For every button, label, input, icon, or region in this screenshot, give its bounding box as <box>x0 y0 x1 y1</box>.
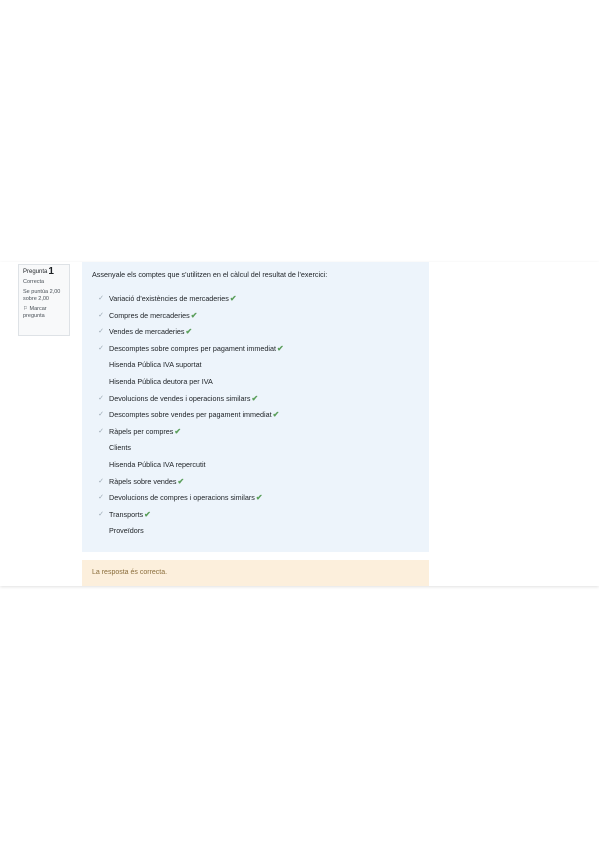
answer-option-label: Descomptes sobre compres per pagament immediat <box>109 343 276 353</box>
checkbox-checked-icon[interactable]: ✓ <box>98 411 104 419</box>
question-text: Assenyale els comptes que s'utilitzen en el càlcul del resultat de l'exercici: <box>92 270 328 279</box>
answer-option-label: Ràpels sobre vendes <box>109 476 177 486</box>
answer-option-label: Hisenda Pública deutora per IVA <box>109 376 213 386</box>
checkbox-checked-icon[interactable]: ✓ <box>98 477 104 485</box>
correct-check-icon: ✔ <box>255 493 263 503</box>
correct-check-icon: ✔ <box>251 393 259 403</box>
correct-check-icon: ✔ <box>276 343 284 353</box>
answer-option[interactable] <box>92 391 419 408</box>
correct-check-icon: ✔ <box>190 310 198 320</box>
correct-check-icon: ✔ <box>177 476 185 486</box>
checkbox-checked-icon[interactable]: ✓ <box>98 295 104 302</box>
answer-option[interactable] <box>92 357 419 374</box>
correct-check-icon: ✔ <box>144 509 151 519</box>
answer-option[interactable] <box>92 523 419 540</box>
answer-option-label: Devolucions de compres i operacions similars <box>109 493 255 503</box>
checkbox-checked-icon[interactable]: ✓ <box>98 427 104 435</box>
answer-option[interactable] <box>92 507 419 524</box>
checkbox-checked-icon[interactable]: ✓ <box>98 311 104 319</box>
question-info-panel <box>18 264 70 336</box>
question-number: 1 <box>48 266 54 277</box>
flag-question-link[interactable] <box>23 306 65 320</box>
checkbox-checked-icon[interactable]: ✓ <box>98 494 104 502</box>
answer-option-label: Devolucions de vendes i operacions similars <box>109 393 251 403</box>
answer-option[interactable] <box>92 374 419 391</box>
checkbox-checked-icon[interactable]: ✓ <box>98 328 104 336</box>
correct-check-icon: ✔ <box>272 410 280 420</box>
answer-option[interactable] <box>92 474 419 491</box>
answer-option-label: Hisenda Pública IVA repercutit <box>109 459 206 469</box>
correct-check-icon: ✔ <box>229 294 237 303</box>
answer-option[interactable] <box>92 490 419 507</box>
answer-option[interactable] <box>92 308 419 325</box>
answer-option-label: Ràpels per compres <box>109 426 174 436</box>
question-state: Correcta <box>23 279 45 285</box>
correct-check-icon: ✔ <box>185 327 193 337</box>
answer-option-label: Proveïdors <box>109 526 144 536</box>
question-title: Pregunta1 <box>23 266 54 277</box>
answer-option[interactable] <box>92 457 419 474</box>
flag-label: Marcar pregunta <box>23 306 47 319</box>
answer-option[interactable] <box>92 407 419 424</box>
answer-option-label: Transports <box>109 509 144 519</box>
answer-option-label: Compres de mercaderies <box>109 310 190 320</box>
answer-option[interactable] <box>92 291 419 308</box>
feedback-text: La resposta és correcta. <box>92 569 168 576</box>
answer-option[interactable] <box>92 324 419 341</box>
checkbox-checked-icon[interactable]: ✓ <box>98 344 104 352</box>
checkbox-checked-icon[interactable]: ✓ <box>98 510 104 518</box>
answer-options <box>92 291 419 540</box>
answer-option[interactable] <box>92 440 419 457</box>
question-formulation <box>82 262 429 552</box>
answer-option[interactable] <box>92 424 419 441</box>
quiz-screen <box>0 262 599 586</box>
flag-icon: ⚐ <box>23 306 28 312</box>
feedback-box <box>82 560 429 586</box>
correct-check-icon: ✔ <box>174 426 182 436</box>
answer-option[interactable] <box>92 341 419 358</box>
answer-option-label: Hisenda Pública IVA suportat <box>109 360 202 370</box>
question-grade: Se puntúa 2,00 sobre 2,00 <box>23 289 61 302</box>
answer-option-label: Vendes de mercaderies <box>109 327 185 337</box>
checkbox-checked-icon[interactable]: ✓ <box>98 394 104 402</box>
answer-option-label: Clients <box>109 443 131 453</box>
answer-option-label: Variació d'existències de mercaderies <box>109 294 229 303</box>
answer-option-label: Descomptes sobre vendes per pagament immediat <box>109 410 272 420</box>
